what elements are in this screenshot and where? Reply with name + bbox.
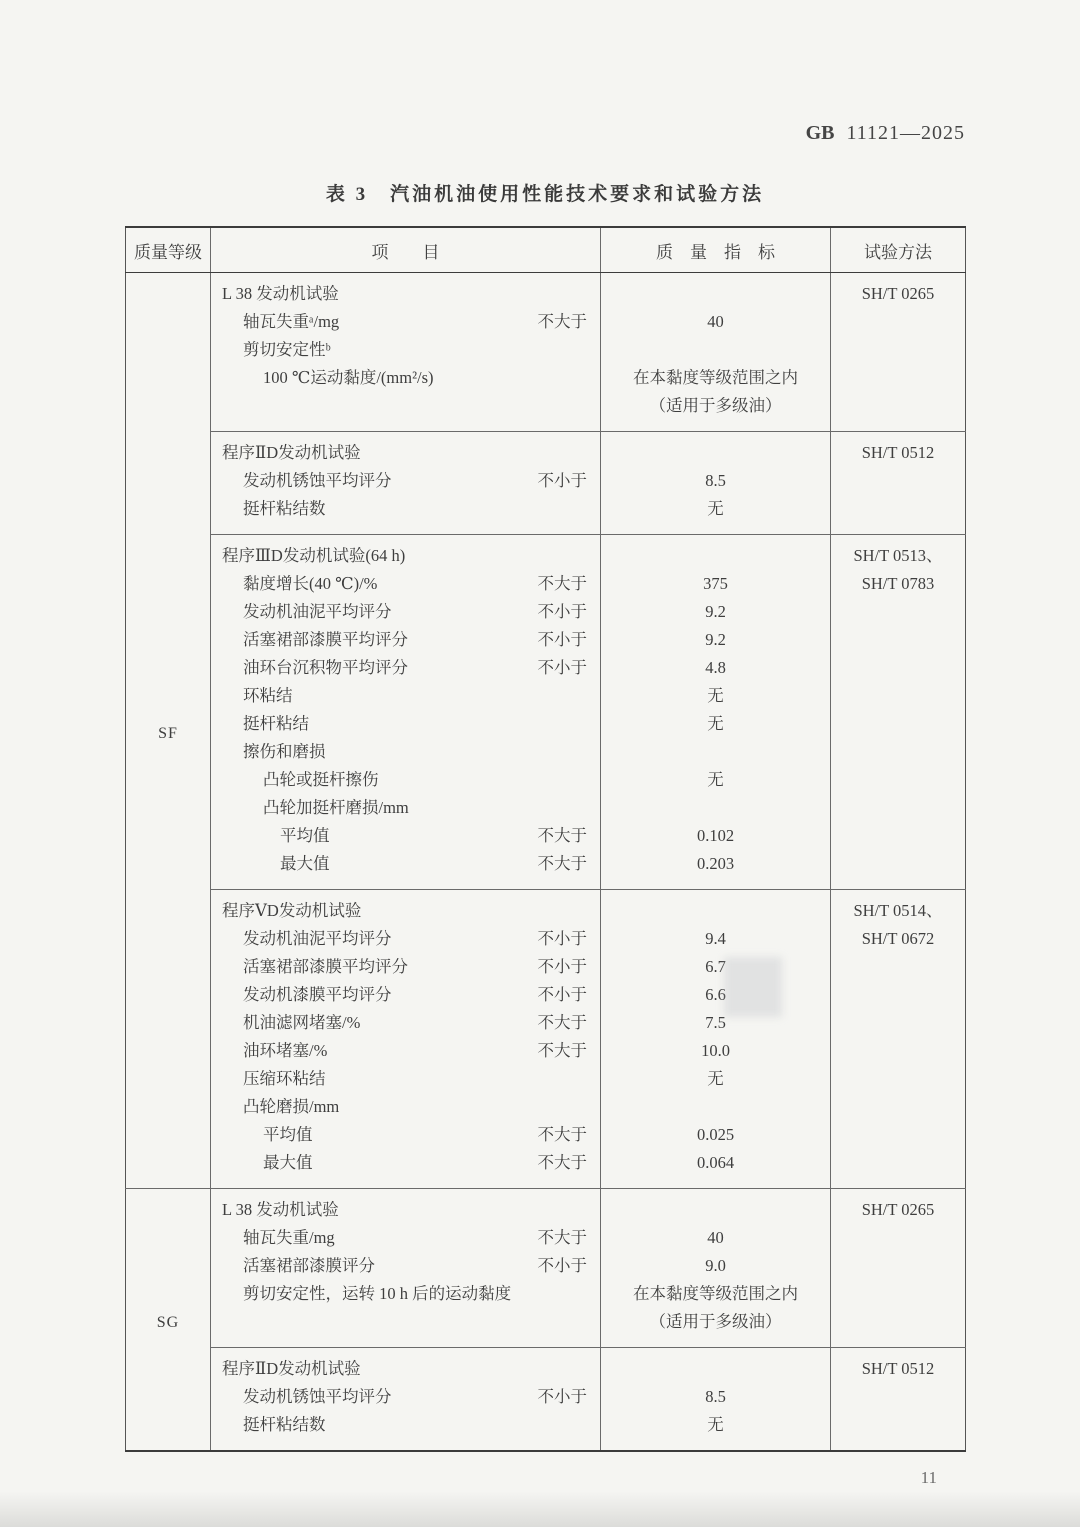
limit-text: 不小于 — [537, 929, 587, 948]
method-cell: SH/T 0512 — [831, 432, 966, 468]
method-cell: SH/T 0512 — [831, 1348, 966, 1384]
table-row — [126, 392, 966, 432]
item-cell — [211, 1121, 601, 1149]
method-cell — [831, 495, 966, 535]
method-cell — [831, 1009, 966, 1037]
item-cell — [211, 535, 601, 571]
method-cell — [831, 1383, 966, 1411]
column-header-item: 项 目 — [211, 227, 601, 273]
item-text: 程序ⅢD发动机试验(64 h) — [222, 546, 406, 565]
table-row — [126, 1149, 966, 1189]
limit-text: 不小于 — [537, 471, 587, 490]
table-row — [126, 336, 966, 364]
value-cell — [601, 336, 831, 364]
item-text: 剪切安定性，运转 10 h 后的运动黏度 — [243, 1284, 512, 1303]
limit-text: 不大于 — [537, 574, 587, 593]
grade-cell: SF — [126, 273, 211, 1189]
method-cell — [831, 953, 966, 981]
table-row — [126, 1348, 966, 1384]
value-cell: 在本黏度等级范围之内 — [601, 1280, 831, 1308]
limit-text: 不大于 — [537, 826, 587, 845]
item-cell — [211, 1009, 601, 1037]
item-cell — [211, 364, 601, 392]
value-cell: 10.0 — [601, 1037, 831, 1065]
limit-text: 不小于 — [537, 1256, 587, 1275]
item-text: 挺杆粘结数 — [243, 1415, 326, 1434]
value-cell — [601, 1348, 831, 1384]
method-cell: SH/T 0265 — [831, 1189, 966, 1225]
item-cell — [211, 1280, 601, 1308]
table-row — [126, 1383, 966, 1411]
table-row — [126, 850, 966, 890]
method-cell — [831, 850, 966, 890]
item-text: 100 ℃运动黏度/(mm²/s) — [263, 368, 434, 387]
item-text: 机油滤网堵塞/% — [243, 1013, 361, 1032]
item-cell — [211, 822, 601, 850]
item-text: 油环堵塞/% — [243, 1041, 328, 1060]
method-cell — [831, 1252, 966, 1280]
method-cell — [831, 626, 966, 654]
table-row — [126, 467, 966, 495]
table-row — [126, 1121, 966, 1149]
table-body — [126, 273, 966, 1452]
method-cell — [831, 467, 966, 495]
item-text: 挺杆粘结 — [243, 714, 309, 733]
method-cell — [831, 308, 966, 336]
value-cell: 7.5 — [601, 1009, 831, 1037]
table-row — [126, 738, 966, 766]
value-cell — [601, 1189, 831, 1225]
method-cell — [831, 336, 966, 364]
table-row — [126, 890, 966, 926]
value-cell: 40 — [601, 1224, 831, 1252]
value-cell: 4.8 — [601, 654, 831, 682]
item-text: 最大值 — [280, 854, 330, 873]
method-cell — [831, 654, 966, 682]
table-row — [126, 1189, 966, 1225]
method-cell — [831, 710, 966, 738]
method-cell — [831, 822, 966, 850]
item-text: 平均值 — [280, 826, 330, 845]
method-cell — [831, 1037, 966, 1065]
value-cell: 无 — [601, 1411, 831, 1451]
column-header-method: 试验方法 — [831, 227, 966, 273]
limit-text: 不大于 — [537, 1013, 587, 1032]
item-cell — [211, 738, 601, 766]
table-row — [126, 1224, 966, 1252]
table-row — [126, 822, 966, 850]
method-cell — [831, 1411, 966, 1451]
item-cell — [211, 890, 601, 926]
standard-number — [125, 122, 965, 145]
item-cell — [211, 1065, 601, 1093]
value-cell: 8.5 — [601, 1383, 831, 1411]
item-cell — [211, 273, 601, 309]
value-cell: 9.2 — [601, 598, 831, 626]
item-cell — [211, 598, 601, 626]
item-cell — [211, 336, 601, 364]
value-cell: 无 — [601, 710, 831, 738]
method-cell — [831, 1224, 966, 1252]
value-cell: 无 — [601, 1065, 831, 1093]
value-cell: 40 — [601, 308, 831, 336]
item-cell — [211, 953, 601, 981]
value-cell: 9.4 — [601, 925, 831, 953]
item-text: 压缩环粘结 — [243, 1069, 326, 1088]
item-cell — [211, 432, 601, 468]
item-cell — [211, 1383, 601, 1411]
method-cell — [831, 738, 966, 766]
method-cell — [831, 392, 966, 432]
table-row — [126, 626, 966, 654]
standard-number-value: 11121—2025 — [846, 122, 965, 144]
table-row — [126, 598, 966, 626]
item-cell — [211, 392, 601, 432]
table-row — [126, 364, 966, 392]
item-cell — [211, 1224, 601, 1252]
method-cell — [831, 1093, 966, 1121]
item-cell — [211, 570, 601, 598]
table-row — [126, 1280, 966, 1308]
limit-text: 不小于 — [537, 985, 587, 1004]
item-text: 挺杆粘结数 — [243, 499, 326, 518]
item-cell — [211, 1252, 601, 1280]
item-text: 黏度增长(40 ℃)/% — [243, 574, 378, 593]
method-cell — [831, 794, 966, 822]
table-caption: 表 3 汽油机油使用性能技术要求和试验方法 — [325, 184, 765, 205]
item-text: 发动机锈蚀平均评分 — [243, 471, 392, 490]
value-cell — [601, 890, 831, 926]
value-cell: 无 — [601, 682, 831, 710]
item-cell — [211, 710, 601, 738]
page-content — [125, 0, 965, 1488]
item-text: 环粘结 — [243, 686, 293, 705]
column-header-grade: 质量等级 — [126, 227, 211, 273]
page-number: 11 — [920, 1468, 937, 1487]
method-cell — [831, 682, 966, 710]
table-row — [126, 273, 966, 309]
method-cell: SH/T 0783 — [861, 574, 935, 593]
table-row — [126, 710, 966, 738]
table-row — [126, 981, 966, 1009]
item-text: 程序ⅤD发动机试验 — [222, 901, 362, 920]
method-cell — [831, 1280, 966, 1308]
value-cell: 0.064 — [601, 1149, 831, 1189]
limit-text: 不大于 — [537, 1125, 587, 1144]
item-cell — [211, 626, 601, 654]
value-cell: 0.203 — [601, 850, 831, 890]
method-cell — [831, 766, 966, 794]
table-row — [126, 432, 966, 468]
value-cell: （适用于多级油） — [601, 1308, 831, 1348]
method-cell: SH/T 0265 — [831, 273, 966, 309]
method-cell — [831, 981, 966, 1009]
value-cell: 0.102 — [601, 822, 831, 850]
item-cell — [211, 850, 601, 890]
table-row — [126, 682, 966, 710]
value-cell — [601, 273, 831, 309]
table-row — [126, 1308, 966, 1348]
value-cell: （适用于多级油） — [601, 392, 831, 432]
method-cell: SH/T 0513、 — [831, 535, 966, 571]
item-cell — [211, 1149, 601, 1189]
item-text: 发动机锈蚀平均评分 — [243, 1387, 392, 1406]
item-cell — [211, 467, 601, 495]
limit-text: 不大于 — [537, 1041, 587, 1060]
item-cell — [211, 981, 601, 1009]
item-text: 程序ⅡD发动机试验 — [222, 443, 361, 462]
value-cell — [601, 1093, 831, 1121]
table-row — [126, 794, 966, 822]
method-cell: SH/T 0672 — [861, 929, 935, 948]
item-cell — [211, 1093, 601, 1121]
item-text: 凸轮或挺杆擦伤 — [263, 770, 379, 789]
value-cell: 6.6 — [601, 981, 831, 1009]
method-cell — [831, 1308, 966, 1348]
item-text: 凸轮加挺杆磨损/mm — [263, 798, 409, 817]
value-cell: 375 — [601, 570, 831, 598]
item-cell — [211, 308, 601, 336]
scan-bottom-shadow — [0, 1491, 1080, 1527]
item-text: 轴瓦失重/mg — [243, 1228, 335, 1247]
value-cell: 6.7 — [601, 953, 831, 981]
item-text: 发动机漆膜平均评分 — [243, 985, 392, 1004]
item-cell — [211, 1411, 601, 1451]
value-cell — [601, 535, 831, 571]
item-cell — [211, 1189, 601, 1225]
table-row — [126, 925, 966, 953]
grade-cell: SG — [126, 1189, 211, 1452]
item-cell — [211, 1348, 601, 1384]
item-text: 油环台沉积物平均评分 — [243, 658, 408, 677]
item-text: 最大值 — [263, 1153, 313, 1172]
method-cell — [831, 598, 966, 626]
value-cell: 9.2 — [601, 626, 831, 654]
value-cell — [601, 794, 831, 822]
item-cell — [211, 654, 601, 682]
item-text: 程序ⅡD发动机试验 — [222, 1359, 361, 1378]
column-header-index: 质 量 指 标 — [601, 227, 831, 273]
item-cell — [211, 766, 601, 794]
limit-text: 不大于 — [537, 1228, 587, 1247]
item-text: L 38 发动机试验 — [222, 284, 339, 303]
method-cell — [831, 1121, 966, 1149]
limit-text: 不小于 — [537, 658, 587, 677]
item-cell — [211, 925, 601, 953]
method-cell — [831, 1149, 966, 1189]
item-cell — [211, 794, 601, 822]
item-text: 活塞裙部漆膜平均评分 — [243, 957, 408, 976]
item-text: 剪切安定性ᵇ — [243, 340, 331, 359]
value-cell: 8.5 — [601, 467, 831, 495]
limit-text: 不大于 — [537, 1153, 587, 1172]
item-text: 活塞裙部漆膜评分 — [243, 1256, 375, 1275]
item-text: 平均值 — [263, 1125, 313, 1144]
table-row — [126, 308, 966, 336]
method-cell — [831, 364, 966, 392]
item-cell — [211, 1037, 601, 1065]
value-cell: 在本黏度等级范围之内 — [601, 364, 831, 392]
table-row — [126, 766, 966, 794]
standard-number-prefix: GB — [805, 122, 835, 144]
method-cell: SH/T 0514、 — [831, 890, 966, 926]
table-row — [126, 1009, 966, 1037]
table-row — [126, 1411, 966, 1451]
table-row — [126, 1093, 966, 1121]
item-text: 轴瓦失重ᵃ/mg — [243, 312, 340, 331]
limit-text: 不小于 — [537, 957, 587, 976]
item-cell — [211, 682, 601, 710]
table-row — [126, 535, 966, 571]
item-text: 发动机油泥平均评分 — [243, 602, 392, 621]
value-cell: 9.0 — [601, 1252, 831, 1280]
value-cell — [601, 738, 831, 766]
limit-text: 不小于 — [537, 1387, 587, 1406]
table-row — [126, 1252, 966, 1280]
item-text: 发动机油泥平均评分 — [243, 929, 392, 948]
table-row — [126, 1037, 966, 1065]
table-header-row — [126, 227, 966, 273]
limit-text: 不大于 — [537, 312, 587, 331]
item-cell — [211, 495, 601, 535]
table-row — [126, 1065, 966, 1093]
value-cell — [601, 432, 831, 468]
method-cell — [831, 1065, 966, 1093]
value-cell: 无 — [601, 495, 831, 535]
limit-text: 不大于 — [537, 854, 587, 873]
table-row — [126, 570, 966, 598]
item-text: L 38 发动机试验 — [222, 1200, 339, 1219]
limit-text: 不小于 — [537, 602, 587, 621]
value-cell: 无 — [601, 766, 831, 794]
item-text: 擦伤和磨损 — [243, 742, 326, 761]
table-row — [126, 654, 966, 682]
table-row — [126, 495, 966, 535]
value-cell: 0.025 — [601, 1121, 831, 1149]
item-text: 凸轮磨损/mm — [243, 1097, 340, 1116]
limit-text: 不小于 — [537, 630, 587, 649]
item-cell — [211, 1308, 601, 1348]
requirements-table — [125, 226, 966, 1452]
item-text: 活塞裙部漆膜平均评分 — [243, 630, 408, 649]
table-row — [126, 953, 966, 981]
